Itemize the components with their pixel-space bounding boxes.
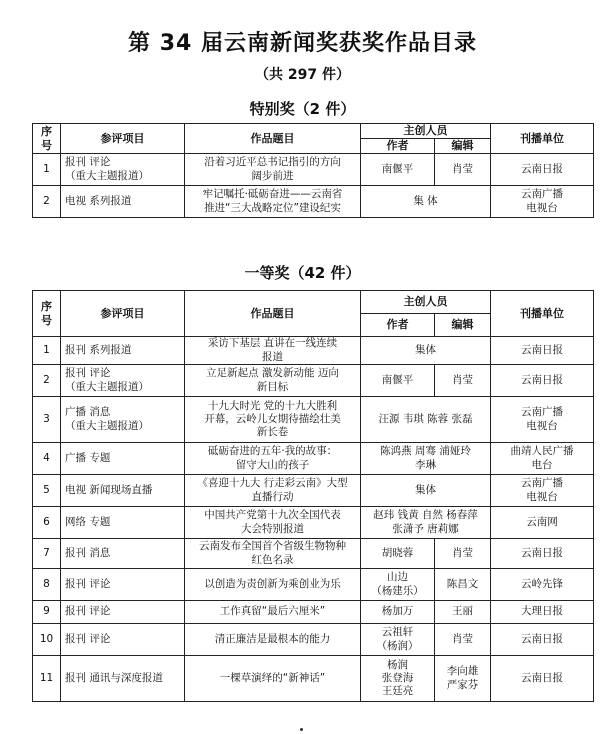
cell-publisher: 云南日报 <box>491 337 594 365</box>
header-author: 作者 <box>361 139 435 154</box>
cell-no: 1 <box>33 154 61 186</box>
cell-author: 陈鸿燕 周骞 浦娅玲 李琳 <box>361 443 491 475</box>
cell-publisher: 曲靖人民广播 电台 <box>491 443 594 475</box>
section-heading-first: 一等奖（42 件） <box>244 264 361 282</box>
cell-work: 砥砺奋进的五年·我的故事： 留守大山的孩子 <box>185 443 361 475</box>
cell-work: 采访下基层 直讲在一线连续 报道 <box>185 337 361 365</box>
header-editor: 编辑 <box>435 314 491 337</box>
cell-category: 报刊 评论 （重大主题报道） <box>61 365 185 397</box>
cell-work: 《喜迎十九大 行走彩云南》大型 直播行动 <box>185 475 361 507</box>
cell-editor: 肖莹 <box>435 624 491 656</box>
cell-editor: 肖莹 <box>435 154 491 186</box>
first-prize-table <box>32 290 594 702</box>
cell-work: 云南发布全国首个省级生物物种 红色名录 <box>185 539 361 569</box>
table-row <box>33 365 594 397</box>
table-row <box>33 186 594 218</box>
cell-publisher: 云南网 <box>491 507 594 539</box>
cell-work: 一棵草演绎的“新神话” <box>185 656 361 702</box>
cell-publisher: 云南日报 <box>491 624 594 656</box>
cell-editor: 王丽 <box>435 601 491 624</box>
table-row <box>33 539 594 569</box>
cell-publisher: 大理日报 <box>491 601 594 624</box>
cell-author: 集体 <box>361 337 491 365</box>
header-no: 序 号 <box>33 291 61 337</box>
cell-category: 电视 新闻现场直播 <box>61 475 185 507</box>
special-award-table <box>32 123 594 218</box>
header-category: 参评项目 <box>61 124 185 154</box>
table-row <box>33 507 594 539</box>
cell-publisher: 云南广播 电视台 <box>491 186 594 218</box>
cell-publisher: 云南广播 电视台 <box>491 397 594 443</box>
cell-author: 南偃平 <box>361 154 435 186</box>
cell-category: 报刊 评论 <box>61 601 185 624</box>
cell-work: 中国共产党第十九次全国代表 大会特别报道 <box>185 507 361 539</box>
cell-work: 清正廉洁是最根本的能力 <box>185 624 361 656</box>
header-creators: 主创人员 <box>361 124 491 139</box>
header-editor: 编辑 <box>435 139 491 154</box>
cell-author: 杨润 张登海 王廷亮 <box>361 656 435 702</box>
cell-no: 7 <box>33 539 61 569</box>
cell-no: 1 <box>33 337 61 365</box>
table-row <box>33 656 594 702</box>
header-category: 参评项目 <box>61 291 185 337</box>
section-heading-special: 特别奖（2 件） <box>249 100 356 118</box>
cell-category: 电视 系列报道 <box>61 186 185 218</box>
cell-work: 工作真留“最后六厘米” <box>185 601 361 624</box>
cell-no: 2 <box>33 365 61 397</box>
table-row <box>33 337 594 365</box>
cell-category: 报刊 通讯与深度报道 <box>61 656 185 702</box>
header-work: 作品题目 <box>185 291 361 337</box>
cell-category: 报刊 系列报道 <box>61 337 185 365</box>
page-mark <box>300 728 303 731</box>
cell-editor: 李向雄 严家芬 <box>435 656 491 702</box>
cell-no: 5 <box>33 475 61 507</box>
cell-author: 杨加万 <box>361 601 435 624</box>
cell-publisher: 云南广播 电视台 <box>491 475 594 507</box>
header-work: 作品题目 <box>185 124 361 154</box>
cell-work: 立足新起点 激发新动能 迈向 新目标 <box>185 365 361 397</box>
cell-author: 南偃平 <box>361 365 435 397</box>
cell-author: 集体 <box>361 475 491 507</box>
cell-no: 8 <box>33 569 61 601</box>
table-row <box>33 443 594 475</box>
cell-category: 报刊 消息 <box>61 539 185 569</box>
cell-work: 十九大时光 党的十九大胜利 开幕，云岭儿女期待描绘壮美 新长卷 <box>185 397 361 443</box>
cell-author: 云祖轩 （杨润） <box>361 624 435 656</box>
special-award-body <box>33 154 594 218</box>
cell-publisher: 云南日报 <box>491 154 594 186</box>
cell-category: 报刊 评论 <box>61 569 185 601</box>
header-author: 作者 <box>361 314 435 337</box>
cell-work: 沿着习近平总书记指引的方向 阔步前进 <box>185 154 361 186</box>
header-publisher: 刊播单位 <box>491 124 594 154</box>
cell-category: 报刊 评论 （重大主题报道） <box>61 154 185 186</box>
cell-editor: 肖莹 <box>435 539 491 569</box>
cell-category: 广播 消息 （重大主题报道） <box>61 397 185 443</box>
cell-no: 2 <box>33 186 61 218</box>
header-publisher: 刊播单位 <box>491 291 594 337</box>
cell-publisher: 云南日报 <box>491 656 594 702</box>
table-row <box>33 475 594 507</box>
header-creators: 主创人员 <box>361 291 491 314</box>
page-title: 第 34 届云南新闻奖获奖作品目录 <box>128 31 477 56</box>
table-row <box>33 601 594 624</box>
cell-work: 以创造为责创新为乘创业为乐 <box>185 569 361 601</box>
cell-category: 广播 专题 <box>61 443 185 475</box>
page-subtitle: （共 297 件） <box>255 67 350 83</box>
cell-no: 9 <box>33 601 61 624</box>
cell-author: 赵玮 钱黄 自然 杨春萍 张潇予 唐莉娜 <box>361 507 491 539</box>
cell-category: 报刊 评论 <box>61 624 185 656</box>
cell-editor: 陈昌文 <box>435 569 491 601</box>
table-row <box>33 569 594 601</box>
cell-author: 山边 （杨建乐） <box>361 569 435 601</box>
header-no: 序 号 <box>33 124 61 154</box>
cell-category: 网络 专题 <box>61 507 185 539</box>
cell-no: 6 <box>33 507 61 539</box>
cell-work: 牢记嘱托·砥砺奋进——云南省 推进“三大战略定位”建设纪实 <box>185 186 361 218</box>
cell-no: 4 <box>33 443 61 475</box>
first-prize-body <box>33 337 594 702</box>
table-row <box>33 624 594 656</box>
cell-no: 11 <box>33 656 61 702</box>
table-row <box>33 397 594 443</box>
cell-no: 3 <box>33 397 61 443</box>
cell-editor: 肖莹 <box>435 365 491 397</box>
cell-publisher: 云南日报 <box>491 365 594 397</box>
cell-author: 集 体 <box>361 186 491 218</box>
cell-author: 胡晓蓉 <box>361 539 435 569</box>
cell-author: 汪源 韦琪 陈蓉 张磊 <box>361 397 491 443</box>
cell-publisher: 云南日报 <box>491 539 594 569</box>
table-row <box>33 154 594 186</box>
cell-no: 10 <box>33 624 61 656</box>
cell-publisher: 云岭先锋 <box>491 569 594 601</box>
